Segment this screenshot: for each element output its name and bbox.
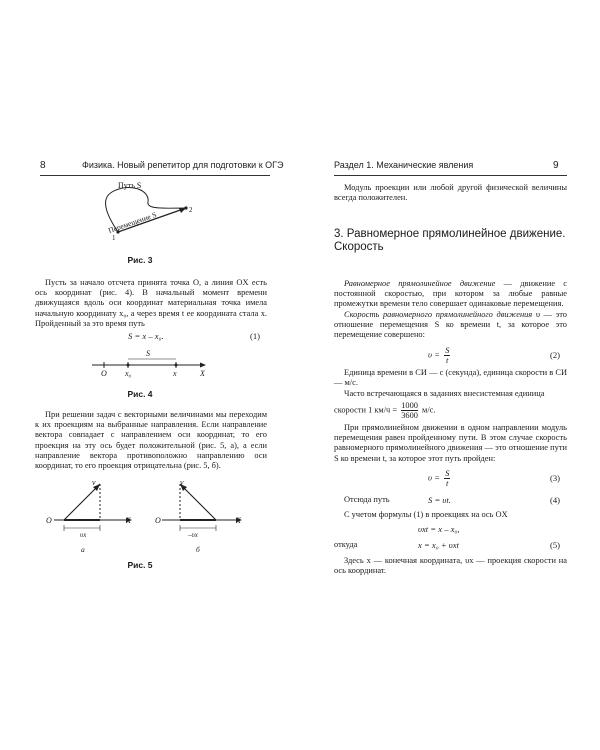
offsystem-denominator: 3600 bbox=[401, 411, 418, 420]
fig5a-o-label: O bbox=[46, 516, 52, 525]
fig5b-axis-label: X bbox=[236, 516, 241, 525]
offsystem-suffix: м/с. bbox=[422, 405, 436, 415]
point-2-label: 2 bbox=[189, 206, 193, 214]
offsystem-unit-line: Часто встречающаяся в заданиях внесистемная единица bbox=[344, 389, 545, 398]
fig5b-neg-vx-label: –υx bbox=[188, 531, 198, 539]
page-number: 9 bbox=[553, 160, 559, 171]
fig4-s-label: S bbox=[146, 349, 150, 358]
definition-velocity bbox=[334, 310, 567, 341]
units-text: Единица времени в СИ — с (секунда), единица скорости в СИ — м/с. bbox=[334, 368, 567, 388]
formula-2-numerator: S bbox=[445, 345, 450, 355]
displacement-label: Перемещение S bbox=[107, 210, 158, 235]
definition-term: Равномерное прямолинейное движение bbox=[344, 279, 496, 288]
with-formula-text: С учетом формулы (1) в проекциях на ось OX bbox=[344, 510, 508, 519]
right-page bbox=[300, 0, 600, 750]
fig4-x0-label: x₀ bbox=[125, 369, 132, 378]
definition-body: — движение с постоянной скоростью, при котором за любые равные промежутки времени тело совершает одинаковые перемещения. bbox=[334, 279, 568, 309]
whence-label: откуда bbox=[334, 540, 358, 549]
fig5a-axis-label: X bbox=[126, 516, 131, 525]
page-number: 8 bbox=[40, 160, 46, 171]
fig5b-v-label: v bbox=[180, 478, 184, 487]
formula-3-denominator: t bbox=[446, 478, 449, 488]
hence-label: Отсюда путь bbox=[344, 495, 390, 504]
offsystem-numerator: 1000 bbox=[401, 401, 418, 410]
figure-5b bbox=[150, 478, 250, 540]
figure-5a bbox=[40, 478, 140, 540]
formula-2-lhs: υ = bbox=[428, 349, 440, 360]
formula-3-lhs: υ = bbox=[428, 472, 440, 483]
fig4-axis-label: X bbox=[200, 369, 205, 378]
fig5b-sublabel: б bbox=[196, 545, 200, 554]
fig5b-o-label: O bbox=[155, 516, 161, 525]
path-label: Путь S bbox=[118, 181, 142, 190]
paragraph-projections: При решении задач с векторными величинами мы переходим к их проекциям на выбранные направления. Если направление вектора совпадает с направлением оси координат, то его проекция на эту ось будет положительной (рис. 5, а), а если направление вектора противоположно направлению оси координат, то его проекция отрицательна (рис. 5, б). bbox=[35, 410, 267, 471]
formula-1: S = x – x₀. bbox=[128, 331, 164, 341]
figure-4-caption: Рис. 4 bbox=[127, 389, 153, 399]
header-rule bbox=[334, 175, 567, 176]
header-rule bbox=[40, 175, 270, 176]
offsystem-prefix: скорости 1 км/ч = bbox=[334, 405, 398, 415]
figure-3-caption: Рис. 3 bbox=[127, 255, 153, 265]
formula-2 bbox=[428, 346, 450, 365]
formula-2-denominator: t bbox=[446, 355, 449, 365]
fig5a-sublabel: а bbox=[81, 545, 85, 554]
figure-4 bbox=[90, 352, 210, 382]
section-title-line-1: 3. Равномерное прямолинейное движение. bbox=[334, 228, 566, 240]
intro-text: Модуль проекции или любой другой физической величины всегда положителен. bbox=[334, 183, 567, 203]
formula-2-number: (2) bbox=[550, 350, 561, 360]
paragraph-path: При прямолинейном движении в одном направлении модуль перемещения равен пройденному пути. В этом случае скорость равномерного прямолинейного движения — это отношение пути S ко времени t, за которое этот путь пройден: bbox=[334, 423, 567, 463]
point-1-label: 1 bbox=[112, 234, 116, 242]
offsystem-unit-formula bbox=[334, 401, 567, 420]
formula-4: S = υt. bbox=[428, 495, 451, 505]
final-text: Здесь x — конечная координата, υx — проекция скорости на ось координат. bbox=[334, 556, 567, 576]
definition-uniform-motion bbox=[334, 279, 567, 310]
formula-5-number: (5) bbox=[550, 540, 561, 550]
definition-term: Скорость равномерного прямолинейного движения bbox=[344, 310, 533, 319]
fig5a-vx-label: υx bbox=[80, 531, 87, 539]
formula-3-number: (3) bbox=[550, 473, 561, 483]
formula-4-number: (4) bbox=[550, 495, 561, 505]
running-head: Раздел 1. Механические явления bbox=[334, 160, 474, 170]
section-title bbox=[334, 228, 574, 254]
running-head: Физика. Новый репетитор для подготовки к ОГЭ bbox=[82, 160, 284, 170]
fig4-x-label: x bbox=[173, 369, 177, 378]
formula-3-numerator: S bbox=[445, 468, 450, 478]
formula-1-number: (1) bbox=[250, 331, 261, 341]
formula-3 bbox=[428, 469, 450, 488]
formula-5: x = x₀ + υxt bbox=[418, 540, 459, 550]
definition-body: υ — это отношение перемещения S ко времени t, за которое это перемещение совершено: bbox=[334, 310, 567, 340]
fig5a-v-label: v bbox=[92, 478, 96, 487]
figure-5-caption: Рис. 5 bbox=[127, 560, 153, 570]
section-title-line-2: Скорость bbox=[334, 241, 384, 253]
fig4-o-label: O bbox=[101, 369, 107, 378]
projection-equation: υxt = x – x₀, bbox=[418, 524, 460, 534]
paragraph-origin: Пусть за начало отсчета принята точка O, а линия OX есть ось координат (рис. 4). В начальный момент времени движущаяся вдоль оси координат материальная точка имела начальную координату x₀, а через время t ее координата стала x. Пройденный за это время путь bbox=[35, 278, 267, 328]
